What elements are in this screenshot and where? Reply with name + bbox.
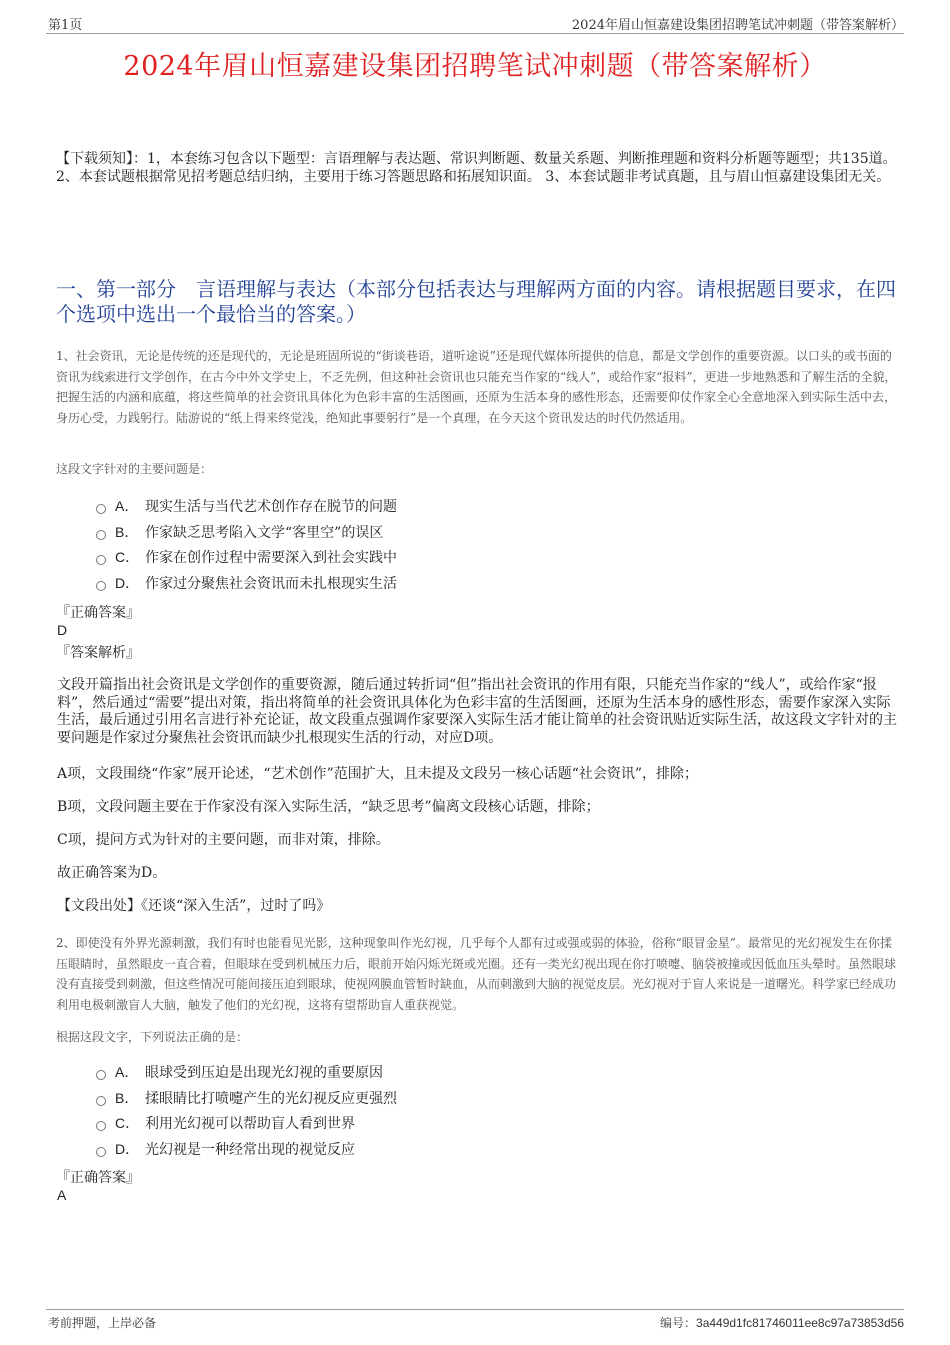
- option-text: 眼球受到压迫是出现光幻视的重要原因: [145, 1064, 383, 1081]
- document-code-label: 编号：: [660, 1316, 697, 1330]
- question-2-options: [96, 1059, 896, 1162]
- question-1-option-c[interactable]: [96, 544, 896, 570]
- option-text: 利用光幻视可以帮助盲人看到世界: [145, 1116, 355, 1133]
- option-text: 作家缺乏思考陷入文学“客里空”的误区: [145, 524, 384, 541]
- question-1-analysis-c: C项，提问方式为针对的主要问题，而非对策，排除。: [57, 832, 390, 848]
- page-title: 2024年眉山恒嘉建设集团招聘笔试冲刺题（带答案解析）: [123, 51, 827, 82]
- question-1-stem: 1、社会资讯，无论是传统的还是现代的，无论是班固所说的“街谈巷语，道听途说”还是现代媒体所提供的信息，都是文学创作的重要资源。以口头的或书面的资讯为线索进行文学创作，在古今中外文学史上，不乏先例，但这种社会资讯也只能充当作家的“线人”，或给作家“报料”，更进一步地熟悉和了解生活的全貌，把握生活的内涵和底蕴，将这些简单的社会资讯具体化为色彩丰富的生活图画，还原为生活本身的感性形态，还需要仰仗作家全心全意地深入到实际生活中去，身历心受，力践躬行。陆游说的“纸上得来终觉浅，绝知此事要躬行”是一个真理，在今天这个资讯发达的时代仍然适用。: [56, 349, 897, 425]
- option-letter: C．: [115, 1115, 140, 1132]
- question-1-prompt: 这段文字针对的主要问题是：: [56, 462, 213, 476]
- header-divider: [46, 33, 904, 34]
- section-title: 一、第一部分 言语理解与表达（本部分包括表达与理解两方面的内容。请根据题目要求，在四个选项中选出一个最恰当的答案。）: [56, 277, 896, 326]
- option-letter: D．: [115, 1140, 140, 1157]
- option-text: 揉眼睛比打喷嚏产生的光幻视反应更强烈: [145, 1090, 397, 1107]
- option-letter: D．: [115, 574, 140, 591]
- option-text: 作家在创作过程中需要深入到社会实践中: [145, 550, 397, 567]
- question-2-prompt: 根据这段文字，下列说法正确的是：: [56, 1030, 249, 1044]
- question-2-answer: A: [57, 1187, 67, 1203]
- question-2-option-c[interactable]: [96, 1110, 896, 1136]
- option-text: 作家过分聚焦社会资讯而未扎根现实生活: [145, 575, 397, 592]
- question-1-analysis-main: 文段开篇指出社会资讯是文学创作的重要资源，随后通过转折词“但”指出社会资讯的作用有限，只能充当作家的“线人”，或给作家“报料”，然后通过“需要”提出对策，指出将简单的社会资讯具体化为色彩丰富的生活图画，还原为生活本身的感性形态，需要作家深入实际生活，最后通过引用名言进行补充论证，故文段重点强调作家要深入实际生活才能让简单的社会资讯贴近实际生活，故这段文字针对的主要问题是作家过分聚焦社会资讯而缺少扎根现实生活的行动，对应D项。: [57, 677, 897, 746]
- question-2-answer-label: 『正确答案』: [56, 1170, 140, 1186]
- radio-button[interactable]: [96, 504, 106, 514]
- option-letter: A．: [115, 1063, 139, 1080]
- option-letter: A．: [115, 497, 139, 514]
- question-1-source: 【文段出处】《还谈“深入生活”，过时了吗》: [57, 898, 331, 914]
- radio-button[interactable]: [96, 1147, 106, 1157]
- question-1-analysis-a: A项，文段围绕“作家”展开论述，“艺术创作”范围扩大，且未提及文段另一核心话题“社会资讯”，排除；: [57, 766, 699, 782]
- radio-button[interactable]: [96, 1096, 106, 1106]
- question-1-analysis-b: B项，文段问题主要在于作家没有深入实际生活，“缺乏思考”偏离文段核心话题，排除；: [57, 799, 600, 815]
- radio-button[interactable]: [96, 1121, 106, 1131]
- radio-button[interactable]: [96, 1070, 106, 1080]
- radio-button[interactable]: [96, 581, 106, 591]
- question-1-analysis-conclusion: 故正确答案为D。: [57, 865, 167, 881]
- download-notice: 【下载须知】：1，本套练习包含以下题型：言语理解与表达题、常识判断题、数量关系题、判断推理题和资料分析题等题型；共135道。 2、本套试题根据常见招考题总结归纳，主要用于练习答题思路和拓展知识面。 3、本套试题非考试真题，且与眉山恒嘉建设集团无关。: [56, 151, 897, 185]
- option-text: 现实生活与当代艺术创作存在脱节的问题: [145, 498, 397, 515]
- option-letter: B．: [115, 1089, 139, 1106]
- option-letter: B．: [115, 523, 139, 540]
- question-1-options: [96, 493, 896, 596]
- question-1-analysis-label: 『答案解析』: [56, 645, 140, 661]
- footer-divider: [46, 1309, 904, 1310]
- question-1-answer-label: 『正确答案』: [56, 605, 140, 621]
- question-2-option-b[interactable]: [96, 1085, 896, 1111]
- document-code-value: 3a449d1fc81746011ee8c97a73853d56: [696, 1316, 904, 1330]
- radio-button[interactable]: [96, 530, 106, 540]
- question-2-option-a[interactable]: [96, 1059, 896, 1085]
- question-1-answer: D: [57, 622, 68, 638]
- document-code: [660, 1314, 904, 1331]
- question-1-option-a[interactable]: [96, 493, 896, 519]
- footer-slogan: 考前押题，上岸必备: [48, 1316, 157, 1330]
- question-2-stem: 2、即使没有外界光源刺激，我们有时也能看见光影，这种现象叫作光幻视，几乎每个人都有过或强或弱的体验，俗称“眼冒金星”。最常见的光幻视发生在你揉压眼睛时，虽然眼皮一直合着，但眼球在受到机械压力后，眼前开始闪烁光斑或光圈。还有一类光幻视出现在你打喷嚏、脑袋被撞或因低血压头晕时。虽然眼球没有直接受到刺激，但这些情况可能间接压迫到眼球，使视网膜血管暂时缺血，从而刺激到大脑的视觉皮层。光幻视对于盲人来说是一道曙光。科学家已经成功利用电极刺激盲人大脑，触发了他们的光幻视，这将有望帮助盲人重获视觉。: [56, 936, 897, 1012]
- question-1-option-b[interactable]: [96, 519, 896, 545]
- option-text: 光幻视是一种经常出现的视觉反应: [145, 1141, 355, 1158]
- question-2-option-d[interactable]: [96, 1136, 896, 1162]
- question-1-option-d[interactable]: [96, 570, 896, 596]
- header-doc-title: 2024年眉山恒嘉建设集团招聘笔试冲刺题（带答案解析）: [571, 18, 904, 33]
- option-letter: C．: [115, 549, 140, 566]
- radio-button[interactable]: [96, 555, 106, 565]
- page-number: 第1页: [48, 18, 83, 33]
